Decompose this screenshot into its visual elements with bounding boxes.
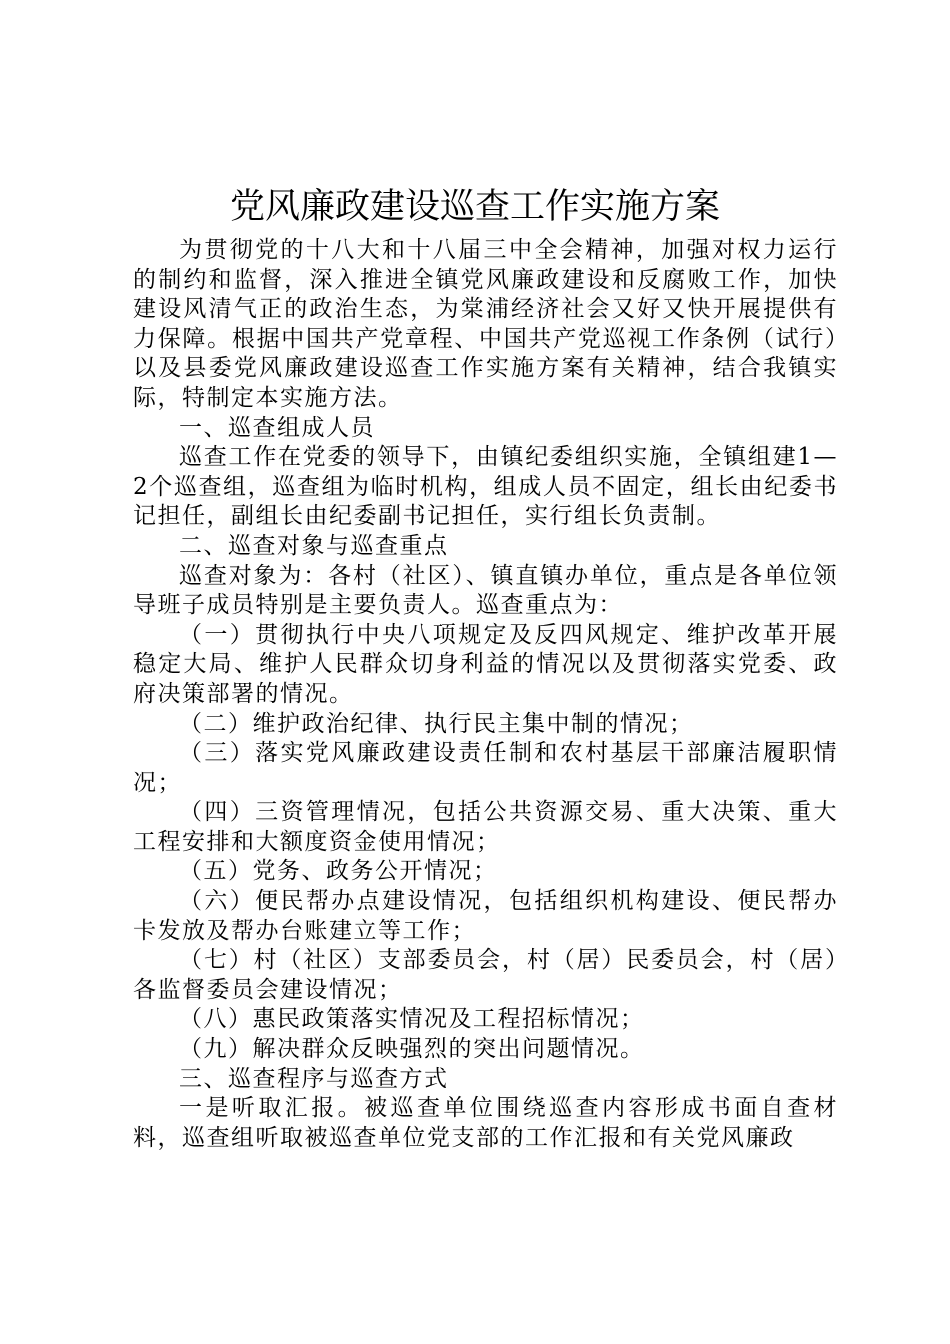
list-item-6: （六）便民帮办点建设情况，包括组织机构建设、便民帮办卡发放及帮办台账建立等工作； [133, 888, 838, 944]
list-item-5: （五）党务、政务公开情况； [179, 858, 498, 885]
list-item-3: （三）落实党风廉政建设责任制和农村基层干部廉洁履职情况； [133, 740, 838, 796]
paragraph-team: 巡查工作在党委的领导下，由镇纪委组织实施，全镇组建1—2个巡查组，巡查组为临时机构，组成人员不固定，组长由纪委书记担任，副组长由纪委副书记担任，实行组长负责制。 [133, 444, 838, 530]
document-body [133, 236, 838, 1153]
list-item-9: （九）解决群众反映强烈的突出问题情况。 [179, 1036, 645, 1063]
intro-paragraph: 为贯彻党的十八大和十八届三中全会精神，加强对权力运行的制约和监督，深入推进全镇党风廉政建设和反腐败工作，加快建设风清气正的政治生态，为棠浦经济社会又好又快开展提供有力保障。根据中国共产党章程、中国共产党巡视工作条例（试行）以及县委党风廉政建设巡查工作实施方案有关精神，结合我镇实际，特制定本实施方法。 [133, 237, 838, 411]
section-heading-1: 一、巡查组成人员 [179, 414, 375, 441]
list-item-1: （一）贯彻执行中央八项规定及反四风规定、维护改革开展稳定大局、维护人民群众切身利益的情况以及贯彻落实党委、政府决策部署的情况。 [133, 621, 838, 707]
list-item-8: （八）惠民政策落实情况及工程招标情况； [179, 1006, 645, 1033]
paragraph-targets: 巡查对象为：各村（社区）、镇直镇办单位，重点是各单位领导班子成员特别是主要负责人。巡查重点为： [133, 562, 838, 619]
section-heading-2: 二、巡查对象与巡查重点 [179, 532, 449, 559]
document-title: 党风廉政建设巡查工作实施方案 [229, 187, 720, 227]
paragraph-procedure: 一是听取汇报。被巡查单位围绕巡查内容形成书面自查材料，巡查组听取被巡查单位党支部的工作汇报和有关党风廉政 [133, 1095, 838, 1151]
section-heading-3: 三、巡查程序与巡查方式 [179, 1065, 449, 1092]
list-item-2: （二）维护政治纪律、执行民主集中制的情况； [179, 710, 694, 737]
list-item-7: （七）村（社区）支部委员会，村（居）民委员会，村（居）各监督委员会建设情况； [133, 947, 838, 1003]
list-item-4: （四）三资管理情况，包括公共资源交易、重大决策、重大工程安排和大额度资金使用情况； [133, 799, 838, 855]
